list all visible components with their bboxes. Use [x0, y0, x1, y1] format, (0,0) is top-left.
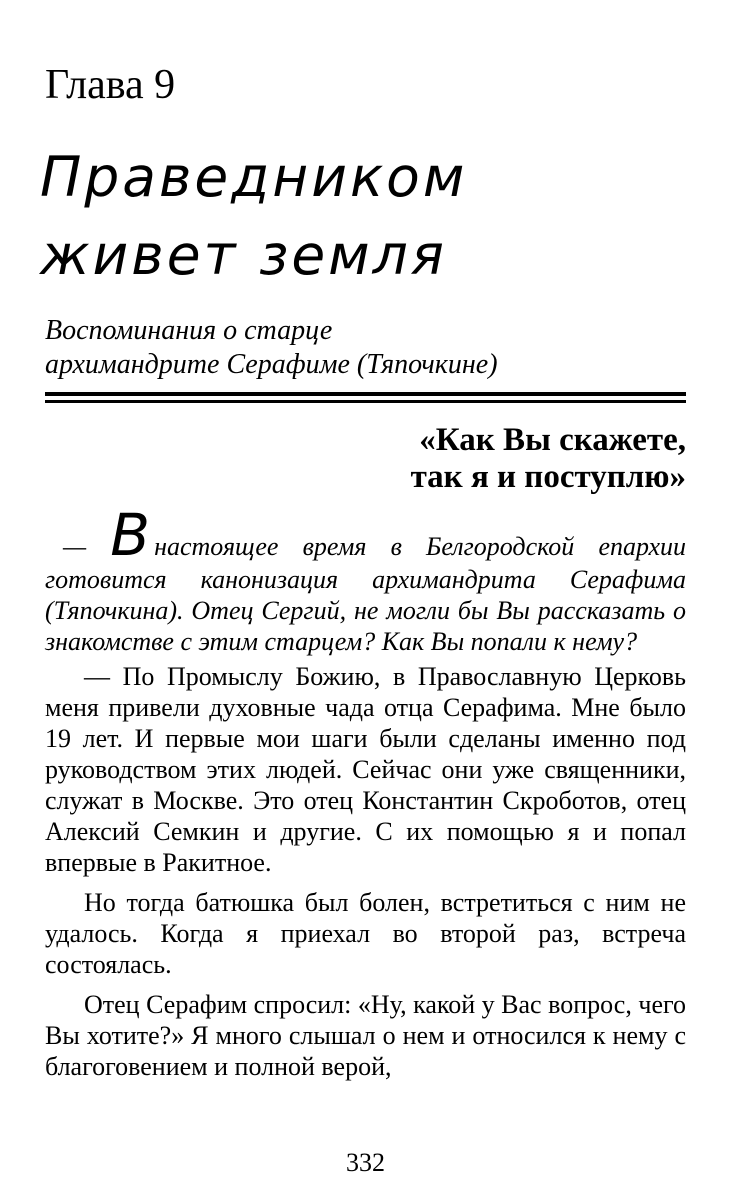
subtitle-line-1: Воспоминания о старце: [45, 315, 333, 346]
section-heading: [186, 422, 686, 496]
answer-paragraph-2: Но тогда батюшка был болен, встретиться с ним не удалось. Когда я приехал во второй раз, встреча состоялась.: [45, 888, 686, 979]
drop-cap: В: [110, 501, 151, 569]
section-heading-line-1: «Как Вы скажете,: [419, 422, 686, 458]
question-dash: —: [63, 532, 111, 561]
rule-thin: [45, 400, 686, 403]
answer-paragraph-3: Отец Серафим спросил: «Ну, какой у Вас вопрос, чего Вы хотите?» Я много слышал о нем и относился к нему с благоговением и полной верой,: [45, 990, 686, 1081]
rule-thick: [45, 392, 686, 396]
subtitle-line-2: архимандрите Серафиме (Тяпочкине): [45, 349, 498, 380]
question-text: настоящее время в Белгородской епархии готовится канонизация архимандрита Серафима (Тяпочкина). Отец Сергий, не могли бы Вы рассказать о знакомстве с этим старцем? Как Вы попали к нему?: [45, 532, 687, 656]
answer-paragraph-1: — По Промыслу Божию, в Православную Церковь меня привели духовные чада отца Серафима. Мне было 19 лет. И первые мои шаги были сделаны именно под руководством этих людей. Сейчас они уже священники, служат в Москве. Это отец Константин Скроботов, отец Алексий Семкин и другие. С их помощью я и попал впервые в Ракитное.: [45, 662, 686, 877]
chapter-title-line-2: живет земля: [40, 223, 447, 287]
interview-question: [45, 501, 687, 657]
chapter-title: [40, 138, 700, 294]
chapter-title-line-1: Праведником: [40, 145, 468, 209]
double-rule-divider: [45, 392, 686, 403]
page-number: 332: [346, 1148, 385, 1177]
section-heading-line-2: так я и поступлю»: [410, 459, 686, 495]
chapter-subtitle: [45, 314, 695, 382]
chapter-label: Глава 9: [45, 62, 176, 108]
body-text: [45, 501, 687, 1091]
